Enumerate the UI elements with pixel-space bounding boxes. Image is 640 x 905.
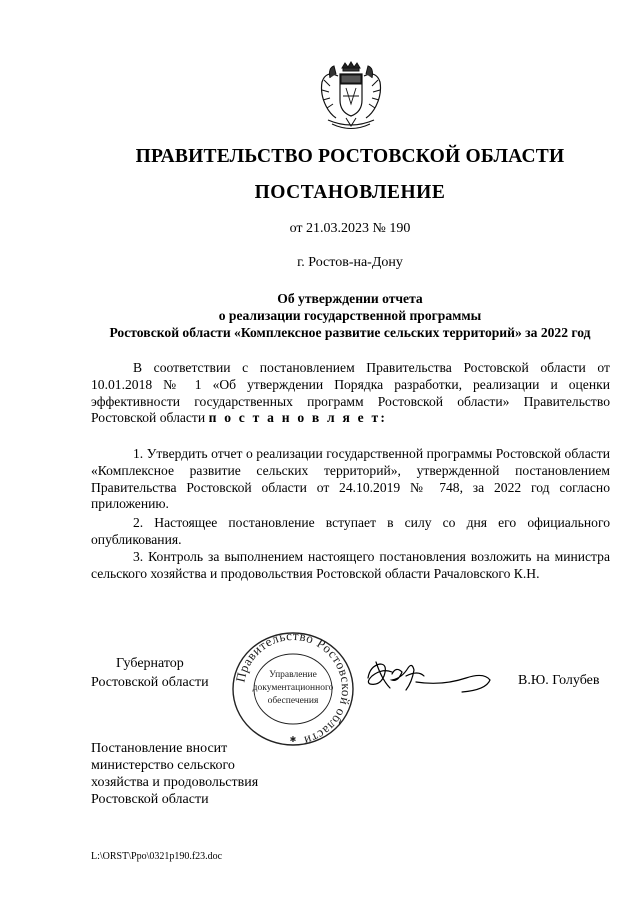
organization-name: ПРАВИТЕЛЬСТВО РОСТОВСКОЙ ОБЛАСТИ [135,146,565,167]
seal-outer-text: Правительство Ростовской области [232,630,355,748]
signatory-title [91,654,209,692]
submitted-by-line-3: хозяйства и продовольствия [91,775,259,790]
file-reference: L:\ORST\Ppo\0321p190.f23.doc [91,851,223,862]
title-line-1: Об утверждении отчета [277,291,423,306]
document-title [88,290,612,341]
submitted-by-line-1: Постановление вносит [91,741,228,756]
signatory-title-line-2: Ростовской области [91,675,209,690]
signatory-title-line-1: Губернатор [116,656,184,671]
item-2: 2. Настоящее постановление вступает в силу со дня его официального опубликования. [91,515,610,547]
seal-inner-line-1: Управление [269,670,317,680]
submitted-by-note [91,740,258,808]
title-line-3: Ростовской области «Комплексное развитие сельских территорий» за 2022 год [109,325,591,340]
document-type: ПОСТАНОВЛЕНИЕ [254,182,446,203]
seal-inner-line-2: документационного [252,683,334,693]
official-seal-icon [230,630,356,748]
signatory-name: В.Ю. Голубев [518,673,600,688]
resolves-word: п о с т а н о в л я е т: [208,410,388,426]
intro-paragraph [91,360,610,427]
submitted-by-line-4: Ростовской области [91,792,209,807]
coat-of-arms-icon [316,60,386,136]
handwritten-signature-icon [362,656,498,698]
document-city: г. Ростов-на-Дону [297,255,403,270]
seal-inner-line-3: обеспечения [267,696,319,706]
item-1: 1. Утвердить отчет о реализации государственной программы Ростовской области «Комплексное развитие сельских территорий», утвержденной постановлением Правительства Ростовской области от 24.10.2019 № 748, за 2022 год согласно приложению. [91,446,610,512]
submitted-by-line-2: министерство сельского [91,758,235,773]
title-line-2: о реализации государственной программы [218,308,482,323]
svg-text:✱: ✱ [289,735,297,744]
item-3: 3. Контроль за выполнением настоящего постановления возложить на министра сельского хозяйства и продовольствия Ростовской области Рачаловского К.Н. [91,549,610,581]
document-date-number: от 21.03.2023 № 190 [289,221,411,236]
intro-text: В соответствии с постановлением Правительства Ростовской области от 10.01.2018 № 1 «Об утверждении Порядка разработки, реализации и оценки эффективности государственных программ Ростовской области» Правительство Ростовской области [91,360,610,426]
